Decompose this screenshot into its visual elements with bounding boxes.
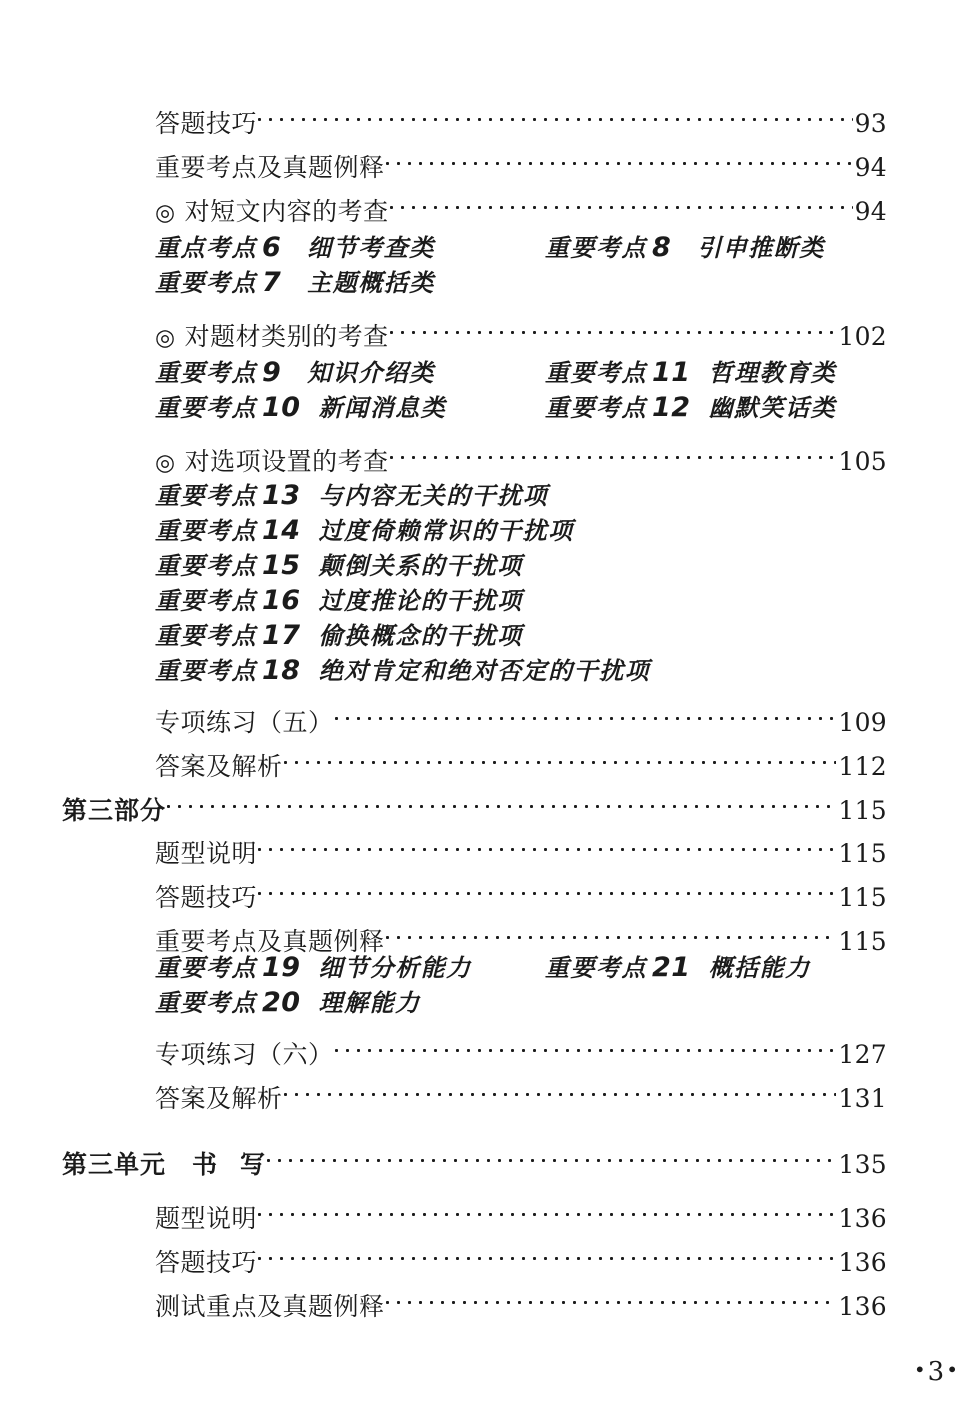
- dot-leader: [267, 1139, 836, 1173]
- toc-page-number: 93: [854, 109, 887, 138]
- key-point-title: 细节分析能力: [318, 953, 472, 982]
- key-point-row: [0, 513, 960, 548]
- key-point-entry[interactable]: [545, 230, 825, 265]
- toc-page-number: 94: [854, 153, 887, 182]
- dot-leader: [386, 916, 837, 950]
- key-point-title: 细节考查类: [307, 233, 435, 262]
- toc-entry-label: [155, 320, 389, 355]
- key-point-entry[interactable]: [155, 583, 523, 618]
- key-point-title: 知识介绍类: [307, 358, 435, 387]
- key-point-name: 重要考点: [155, 656, 257, 685]
- key-point-title: 绝对肯定和绝对否定的干扰项: [318, 656, 651, 685]
- toc-entry-label: [62, 1148, 266, 1182]
- key-point-entry[interactable]: [155, 355, 435, 390]
- key-point-row: [0, 478, 960, 513]
- footer-left-dot: •: [913, 1357, 928, 1382]
- toc-entry[interactable]: [0, 1073, 960, 1113]
- key-point-entry[interactable]: [155, 390, 446, 425]
- key-point-number: 8: [652, 232, 672, 263]
- key-point-title: 幽默笑话类: [708, 393, 837, 422]
- key-point-name: 重要考点: [155, 516, 257, 545]
- toc-entry-label: 答题技巧: [155, 109, 258, 138]
- toc-entry[interactable]: [0, 1029, 960, 1069]
- key-point-entry[interactable]: [155, 265, 435, 300]
- key-point-number: 20: [262, 987, 301, 1018]
- key-point-title: 概括能力: [708, 953, 811, 982]
- toc-page-number: 115: [838, 927, 887, 956]
- key-point-name: 重要考点: [545, 393, 647, 422]
- circle-bullet-icon: ◎: [155, 325, 176, 351]
- dot-leader: [284, 1073, 837, 1107]
- key-point-entry[interactable]: [155, 653, 650, 688]
- key-point-row: [0, 548, 960, 583]
- key-point-number: 15: [262, 550, 301, 581]
- key-point-title: 过度推论的干扰项: [318, 586, 523, 615]
- toc-entry-label: 题型说明: [155, 839, 258, 868]
- key-point-entry[interactable]: [545, 390, 836, 425]
- key-point-number: 11: [652, 357, 691, 388]
- key-point-name: 重要考点: [155, 953, 257, 982]
- toc-entry-label: 测试重点及真题例释: [155, 1292, 385, 1321]
- dot-leader: [390, 186, 853, 220]
- dot-leader: [390, 311, 837, 345]
- toc-page-number: 115: [838, 883, 887, 912]
- toc-entry-label: 专项练习（五）: [155, 708, 334, 737]
- toc-entry-text: 对题材类别的考查: [184, 322, 389, 351]
- toc-entry-label: 答案及解析: [155, 752, 283, 781]
- key-point-name: 重要考点: [545, 233, 647, 262]
- toc-entry[interactable]: [0, 697, 960, 737]
- toc-entry[interactable]: [0, 1281, 960, 1321]
- toc-page-number: 127: [838, 1040, 887, 1069]
- dot-leader: [335, 697, 837, 731]
- key-point-title: 与内容无关的干扰项: [318, 481, 549, 510]
- key-point-entry[interactable]: [155, 513, 574, 548]
- toc-entry[interactable]: [0, 828, 960, 868]
- toc-sub-entry[interactable]: [0, 436, 960, 476]
- toc-entry[interactable]: [0, 142, 960, 182]
- dot-leader: [335, 1029, 837, 1063]
- dot-leader: [390, 436, 837, 470]
- key-point-row: [0, 583, 960, 618]
- key-point-entry[interactable]: [155, 478, 548, 513]
- key-point-number: 7: [262, 267, 282, 298]
- key-point-title: 理解能力: [318, 988, 421, 1017]
- page-footer: [800, 1357, 960, 1387]
- toc-entry-label: 专项练习（六）: [155, 1040, 334, 1069]
- dot-leader: [284, 741, 837, 775]
- toc-page-number: 136: [838, 1292, 887, 1321]
- toc-entry-label: 答题技巧: [155, 883, 258, 912]
- dot-leader: [167, 785, 836, 819]
- toc-entry-label: [155, 195, 389, 230]
- key-point-entry[interactable]: [155, 618, 523, 653]
- toc-entry[interactable]: [0, 741, 960, 781]
- key-point-number: 14: [262, 515, 301, 546]
- circle-bullet-icon: ◎: [155, 200, 176, 226]
- toc-unit-heading[interactable]: [0, 1139, 960, 1179]
- key-point-name: 重要考点: [545, 358, 647, 387]
- key-point-entry[interactable]: [155, 548, 523, 583]
- dot-leader: [258, 1237, 836, 1271]
- toc-entry-label: 第三部分: [62, 796, 167, 825]
- toc-unit-name: 第三单元: [62, 1150, 167, 1179]
- dot-leader: [258, 1193, 836, 1227]
- circle-bullet-icon: ◎: [155, 450, 176, 476]
- key-point-entry[interactable]: [155, 985, 421, 1020]
- toc-entry-text: 对选项设置的考查: [184, 447, 389, 476]
- key-point-entry[interactable]: [545, 355, 836, 390]
- toc-part-heading[interactable]: [0, 785, 960, 825]
- key-point-title: 新闻消息类: [318, 393, 447, 422]
- toc-page-number: 109: [838, 708, 887, 737]
- toc-unit-word-2: 写: [240, 1150, 267, 1179]
- toc-page-number: 94: [854, 197, 887, 226]
- key-point-row: [0, 390, 960, 425]
- toc-page-number: 105: [838, 447, 887, 476]
- toc-page-number: 135: [838, 1150, 887, 1179]
- toc-page-number: 136: [838, 1248, 887, 1277]
- key-point-title: 颠倒关系的干扰项: [318, 551, 523, 580]
- toc-entry[interactable]: [0, 1193, 960, 1233]
- toc-entry[interactable]: [0, 916, 960, 956]
- toc-unit-word-1: 书: [192, 1150, 219, 1179]
- key-point-name: 重要考点: [155, 358, 257, 387]
- key-point-number: 16: [262, 585, 301, 616]
- key-point-number: 21: [652, 952, 691, 983]
- key-point-title: 主题概括类: [307, 268, 435, 297]
- toc-entry-label: [155, 445, 389, 480]
- key-point-row: [0, 230, 960, 265]
- key-point-name: 重要考点: [545, 953, 647, 982]
- dot-leader: [258, 872, 836, 906]
- key-point-number: 10: [262, 392, 301, 423]
- toc-entry-label: 答案及解析: [155, 1084, 283, 1113]
- toc-page-number: 131: [838, 1084, 887, 1113]
- key-point-name: 重要考点: [155, 621, 257, 650]
- toc-entry-label: 题型说明: [155, 1204, 258, 1233]
- toc-page-number: 115: [838, 796, 887, 825]
- key-point-number: 12: [652, 392, 691, 423]
- key-point-name: 重点考点: [155, 233, 257, 262]
- key-point-title: 哲理教育类: [708, 358, 837, 387]
- dot-leader: [258, 828, 836, 862]
- key-point-name: 重要考点: [155, 551, 257, 580]
- footer-page-number: 3: [927, 1357, 947, 1387]
- footer-right-dot: •: [946, 1357, 960, 1382]
- toc-page-number: 115: [838, 839, 887, 868]
- key-point-row: [0, 355, 960, 390]
- key-point-name: 重要考点: [155, 481, 257, 510]
- key-point-row: [0, 265, 960, 300]
- toc-entry[interactable]: [0, 1237, 960, 1277]
- key-point-entry[interactable]: [155, 950, 472, 985]
- key-point-title: 引申推断类: [697, 233, 825, 262]
- toc-sub-entry[interactable]: [0, 311, 960, 351]
- toc-entry[interactable]: [0, 98, 960, 138]
- key-point-title: 过度倚赖常识的干扰项: [318, 516, 574, 545]
- key-point-row: [0, 950, 960, 985]
- toc-entry-text: 对短文内容的考查: [184, 197, 389, 226]
- key-point-name: 重要考点: [155, 268, 257, 297]
- key-point-number: 18: [262, 655, 301, 686]
- key-point-row: [0, 653, 960, 688]
- toc-entry-label: 重要考点及真题例释: [155, 927, 385, 956]
- toc-page-number: 102: [838, 322, 887, 351]
- key-point-entry[interactable]: [545, 950, 811, 985]
- dot-leader: [258, 98, 853, 132]
- key-point-number: 13: [262, 480, 301, 511]
- key-point-number: 19: [262, 952, 301, 983]
- key-point-number: 9: [262, 357, 282, 388]
- toc-sub-entry[interactable]: [0, 186, 960, 226]
- key-point-name: 重要考点: [155, 988, 257, 1017]
- key-point-entry[interactable]: [155, 230, 435, 265]
- dot-leader: [386, 1281, 837, 1315]
- key-point-name: 重要考点: [155, 393, 257, 422]
- dot-leader: [386, 142, 853, 176]
- key-point-number: 17: [262, 620, 301, 651]
- toc-entry-label: 重要考点及真题例释: [155, 153, 385, 182]
- toc-page-number: 112: [838, 752, 887, 781]
- key-point-title: 偷换概念的干扰项: [318, 621, 523, 650]
- key-point-row: [0, 985, 960, 1020]
- toc-entry-label: 答题技巧: [155, 1248, 258, 1277]
- key-point-name: 重要考点: [155, 586, 257, 615]
- toc-entry[interactable]: [0, 872, 960, 912]
- toc-page-number: 136: [838, 1204, 887, 1233]
- key-point-number: 6: [262, 232, 282, 263]
- key-point-row: [0, 618, 960, 653]
